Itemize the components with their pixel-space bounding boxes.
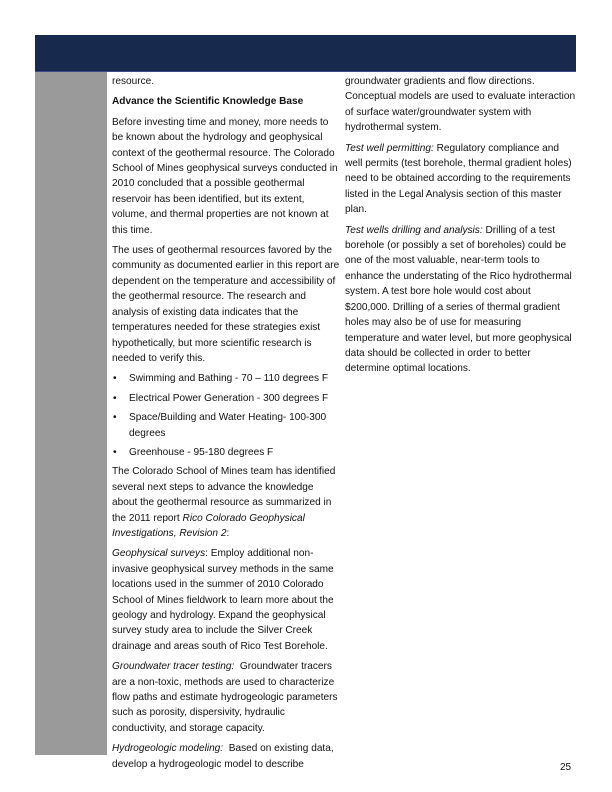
paragraph-intro: Before investing time and money, more needs to be known about the hydrology and geophysical context of the geothermal resource. The Colorado School of Mines geophysical surveys conducted in 2010 concluded that a possible geothermal reservoir has been identified, but its extent, volume, and thermal properties are not known at this time. — [112, 116, 338, 236]
section-heading: Advance the Scientific Knowledge Base — [112, 96, 304, 108]
bullet-icon: • — [113, 392, 117, 404]
list-item: • Swimming and Bathing - 70 – 110 degrees F — [112, 371, 340, 386]
bullet-icon: • — [113, 446, 117, 458]
list-item: • Space/Building and Water Heating- 100-300 degrees — [113, 412, 327, 439]
continuation-text: groundwater gradients and flow directions. Conceptual models are used to evaluate interaction of surface water/groundwater system with hydrothermal system. — [345, 76, 576, 134]
sidebar-gray-band — [35, 72, 107, 755]
report-title: Rico Colorado Geophysical Investigations, Revision 2 — [112, 512, 305, 539]
left-column — [112, 74, 340, 777]
list-item: • Greenhouse - 95-180 degrees F — [112, 445, 340, 460]
step-groundwater-tracer: Groundwater tracer testing: Groundwater tracers are a non-toxic, methods are used to characterize flow paths and estimate hydrogeologic parameters such as porosity, dispersivity, hydraulic conductivity, and storage capacity. — [112, 661, 338, 734]
step-geophysical-surveys: Geophysical surveys: Employ additional non-invasive geophysical survey methods in the same locations used in the summer of 2010 Colorado School of Mines fieldwork to learn more about the geology and hydrology. Expand the geophysical survey study area to include the Silver Creek drainage and areas south of Rico Test Borehole. — [112, 548, 334, 652]
bullet-icon: • — [113, 412, 117, 424]
step-hydrogeologic-modeling: Hydrogeologic modeling: Based on existing data, develop a hydrogeologic model to describe — [112, 743, 334, 770]
right-column — [345, 74, 577, 382]
temperature-list — [112, 371, 340, 460]
bullet-icon: • — [113, 373, 117, 385]
paragraph-uses: The uses of geothermal resources favored by the community as documented earlier in this report are dependent on the temperature and accessibility of the geothermal resource. The research and analysis of existing data indicates that the temperatures needed for these strategies exist hypothetically, but more scientific research is needed to verify this. — [112, 245, 340, 364]
list-item: • Electrical Power Generation - 300 degrees F — [112, 391, 340, 406]
continuation-text: resource. — [112, 76, 155, 87]
page-number: 25 — [560, 762, 572, 773]
paragraph-next-steps: The Colorado School of Mines team has identified several next steps to advance the knowledge about the geothermal resource as summarized in the 2011 report Rico Colorado Geophysical Investigations, Revision 2: — [112, 466, 336, 539]
step-test-well-permitting: Test well permitting: Regulatory compliance and well permits (test borehole, thermal gradient holes) need to be obtained according to the requirements listed in the Legal Analysis section of this master plan. — [345, 142, 572, 216]
step-test-wells-drilling: Test wells drilling and analysis: Drilling of a test borehole (or possibly a set of boreholes) could be one of the most valuable, near-term tools to enhance the understating of the Rico hydrothermal system. A test bore hole would cost about $200,000. Drilling of a series of thermal gradient holes may also be of use for measuring temperature and water level, but more geophysical data should be collected in order to better determine optimal locations. — [345, 224, 572, 375]
header-bar — [35, 35, 576, 72]
